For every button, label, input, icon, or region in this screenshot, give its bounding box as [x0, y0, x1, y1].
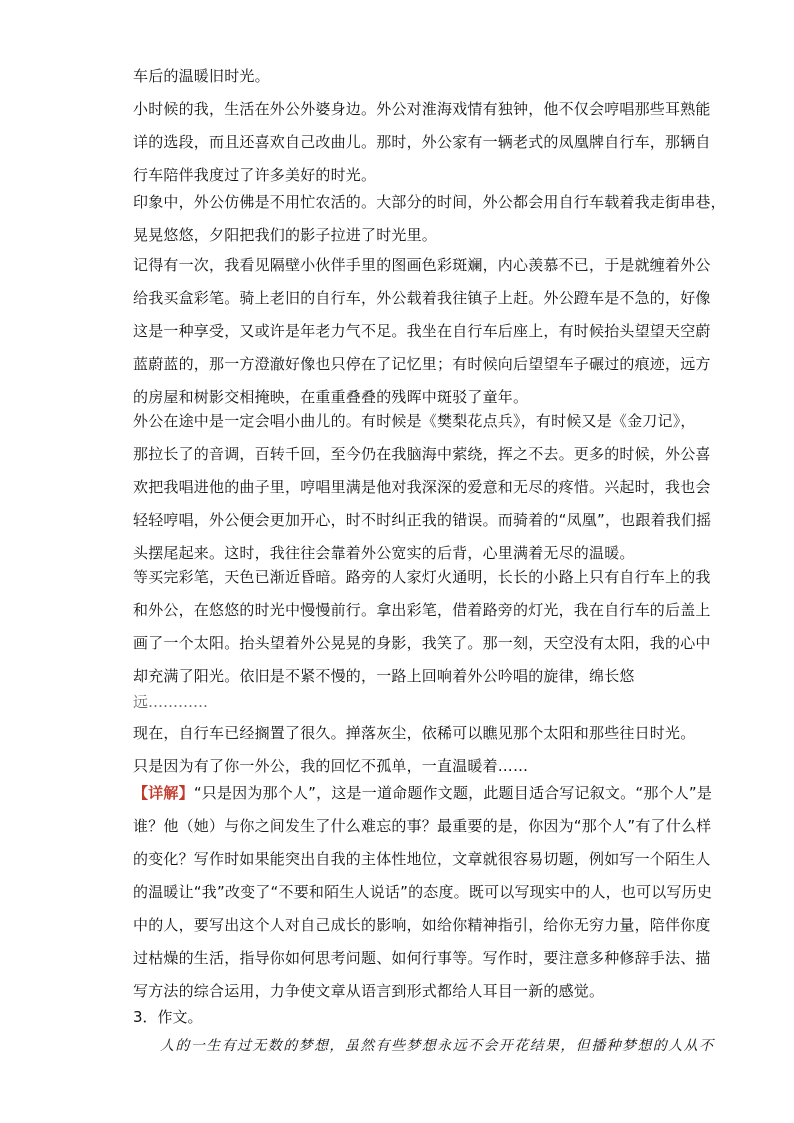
text-line: 头摆尾起来。这时，我往往会靠着外公宽实的后背，心里满着无尽的温暖。 [133, 544, 635, 562]
paragraph-6 [133, 561, 711, 693]
analysis-section [133, 777, 713, 1008]
text-line: 等买完彩笔，天色已渐近昏暗。路旁的人家灯火通明，长长的小路上只有自行车上的我 [133, 568, 711, 586]
text-line: 蓝蔚蓝的，那一方澄澈好像也只停在了记忆里；有时候向后望望车子碾过的痕迹，远方 [133, 355, 711, 373]
text-line: 和外公，在悠悠的时光中慢慢前行。拿出彩笔，借着路旁的灯光，我在自行车的后盖上 [133, 601, 711, 619]
text-line: 详的选段，而且还喜欢自己改曲儿。那时，外公家有一辆老式的凤凰牌自行车，那辆自 [133, 133, 711, 151]
text-line: 晃晃悠悠，夕阳把我们的影子拉进了时光里。 [133, 226, 438, 244]
text-line: 记得有一次，我看见隔壁小伙伴手里的图画色彩斑斓，内心羡慕不已，于是就缠着外公 [133, 256, 711, 274]
text-line: 印象中，外公仿佛是不用忙农活的。大部分的时间，外公都会用自行车载着我走街串巷， [133, 193, 726, 211]
text-line: 却充满了阳光。依旧是不紧不慢的，一路上回响着外公吟唱的旋律，绵长悠 [133, 667, 635, 685]
paragraph-7 [133, 686, 665, 719]
text-line: 给我买盒彩笔。骑上老旧的自行车，外公载着我往镇子上赶。外公蹬车是不急的，好像 [133, 289, 711, 307]
text-line: 行车陪伴我度过了许多美好的时光。 [133, 166, 377, 184]
text-line: 的温暖让“我”改变了“不要和陌生人说话”的态度。既可以写现实中的人，也可以写历史 [133, 883, 713, 901]
analysis-label: 【详解】 [133, 784, 194, 802]
paragraph-8 [133, 717, 696, 750]
text-line: 小时候的我，生活在外公外婆身边。外公对淮海戏情有独钟，他不仅会哼唱那些耳熟能 [133, 100, 711, 118]
paragraph-4 [133, 249, 711, 414]
text-line: 画了一个太阳。抬头望着外公晃晃的身影，我笑了。那一刻，天空没有太阳，我的心中 [133, 634, 711, 652]
text-line: 中的人，要写出这个人对自己成长的影响，如给你精神指引，给你无穷力量，陪伴你度 [133, 916, 711, 934]
text-line: 外公在途中是一定会唱小曲儿的。有时候是《樊梨花点兵》，有时候又是《金刀记》， [133, 412, 696, 430]
paragraph-5 [133, 405, 712, 570]
text-line: 那拉长了的音调，百转千回，至今仍在我脑海中萦绕，挥之不去。更多的时候，外公喜 [133, 445, 711, 463]
text-line: 这是一种享受，又或许是年老力气不足。我坐在自行车后座上，有时候抬头望望天空蔚 [133, 322, 711, 340]
question-heading: 3．作文。 [133, 1008, 203, 1026]
text-line: 欢把我唱进他的曲子里，哼唱里满是他对我深深的爱意和无尽的疼惜。兴起时，我也会 [133, 478, 711, 496]
text-line: 只是因为有了你一外公，我的回忆不孤单，一直温暖着…… [133, 757, 529, 775]
text-line: 车后的温暖旧时光。 [133, 67, 270, 85]
text-line: 轻轻哼唱，外公便会更加开心，时不时纠正我的错误。而骑着的“凤凰”，也跟着我们摇 [133, 511, 712, 529]
text-line [133, 777, 713, 810]
essay-prompt-line: 人的一生有过无数的梦想，虽然有些梦想永远不会开花结果，但播种梦想的人从不 [160, 1038, 715, 1054]
text-line: 的变化？写作时如果能突出自我的主体性地位，文章就很容易切题，例如写一个陌生人 [133, 850, 711, 868]
text-line: 谁？他（她）与你之间发生了什么难忘的事？最重要的是，你因为“那个人”有了什么样 [133, 817, 712, 835]
paragraph-1 [133, 60, 665, 93]
text-line: 的房屋和树影交相掩映，在重重叠叠的残晖中斑驳了童年。 [133, 388, 529, 406]
text-line: 远………… [133, 693, 209, 711]
text-line: 过枯燥的生活，指导你如何思考问题、如何行事等。写作时，要注意多种修辞手法、描 [133, 949, 711, 967]
paragraph-2 [133, 93, 711, 192]
text-line: 写方法的综合运用，力争使文章从语言到形式都给人耳目一新的感觉。 [133, 982, 605, 1000]
text-line: 现在，自行车已经搁置了很久。掸落灰尘，依稀可以瞧见那个太阳和那些往日时光。 [133, 724, 696, 742]
paragraph-3 [133, 186, 726, 252]
analysis-text: “只是因为那个人”，这是一道命题作文题，此题目适合写记叙文。“那个人”是 [193, 784, 713, 802]
